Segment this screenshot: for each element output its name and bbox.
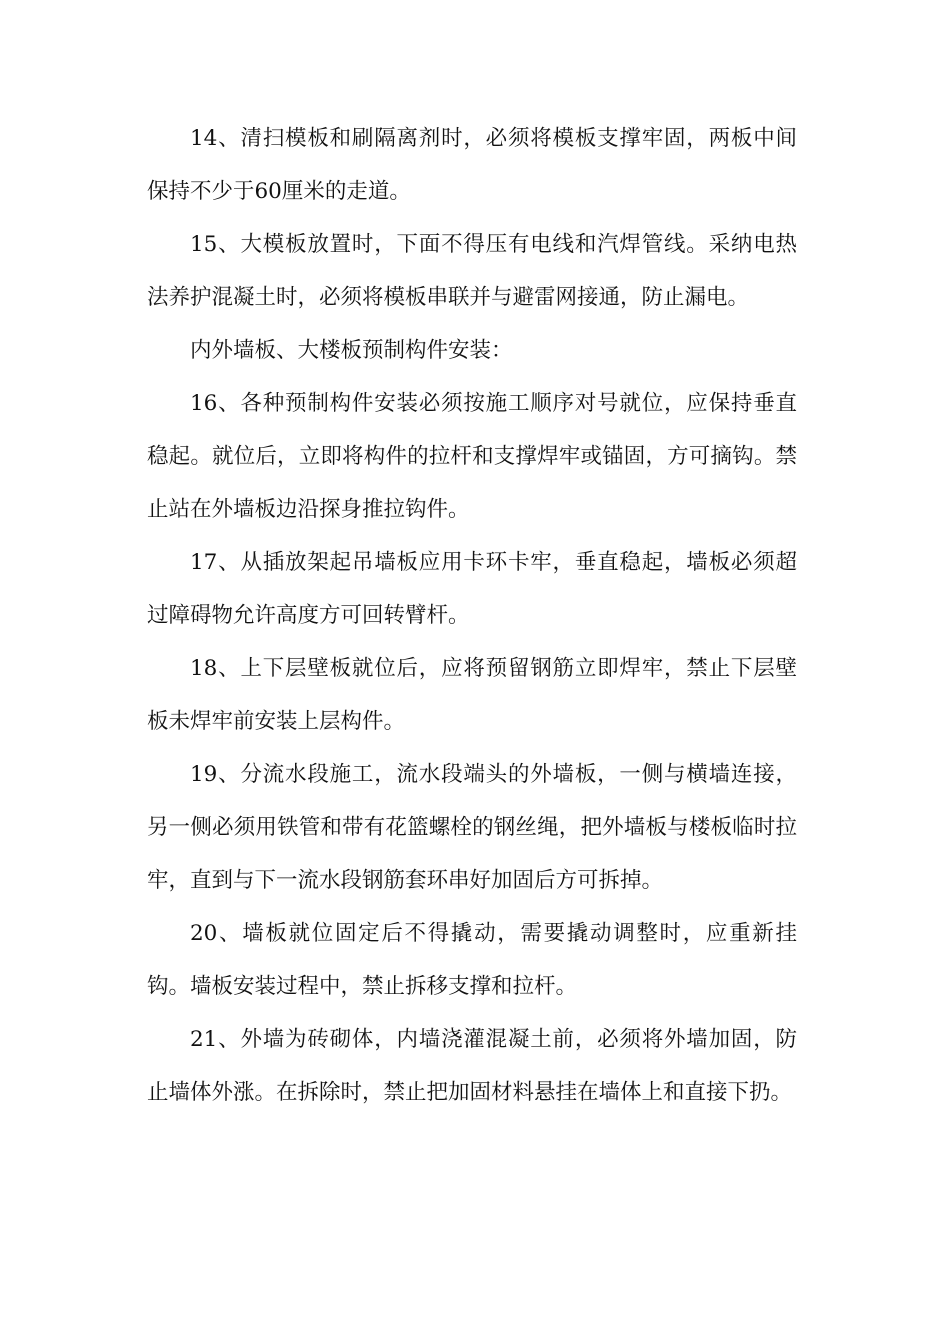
paragraph-item-14: 14、清扫模板和刷隔离剂时，必须将模板支撑牢固，两板中间保持不少于60厘米的走道。 [147, 126, 797, 204]
paragraph-item-17: 17、从插放架起吊墙板应用卡环卡牢，垂直稳起，墙板必须超过障碍物允许高度方可回转臂杆。 [147, 550, 797, 628]
paragraph-item-21: 21、外墙为砖砌体，内墙浇灌混凝土前，必须将外墙加固，防止墙体外涨。在拆除时，禁止把加固材料悬挂在墙体上和直接下扔。 [147, 1027, 797, 1105]
paragraph-item-15: 15、大模板放置时，下面不得压有电线和汽焊管线。采纳电热法养护混凝土时，必须将模板串联并与避雷网接通，防止漏电。 [147, 232, 797, 310]
section-heading: 内外墙板、大楼板预制构件安装： [190, 338, 513, 363]
paragraph-item-20: 20、墙板就位固定后不得撬动，需要撬动调整时，应重新挂钩。墙板安装过程中，禁止拆移支撑和拉杆。 [147, 921, 797, 999]
paragraph-item-19: 19、分流水段施工，流水段端头的外墙板，一侧与横墙连接，另一侧必须用铁管和带有花篮螺栓的钢丝绳，把外墙板与楼板临时拉牢，直到与下一流水段钢筋套环串好加固后方可拆掉。 [147, 762, 797, 893]
paragraph-item-18: 18、上下层壁板就位后，应将预留钢筋立即焊牢，禁止下层壁板未焊牢前安装上层构件。 [147, 656, 797, 734]
paragraph-item-16: 16、各种预制构件安装必须按施工顺序对号就位，应保持垂直稳起。就位后，立即将构件的拉杆和支撑焊牢或锚固，方可摘钩。禁止站在外墙板边沿探身推拉钩件。 [147, 391, 797, 522]
document-body [147, 112, 797, 1119]
